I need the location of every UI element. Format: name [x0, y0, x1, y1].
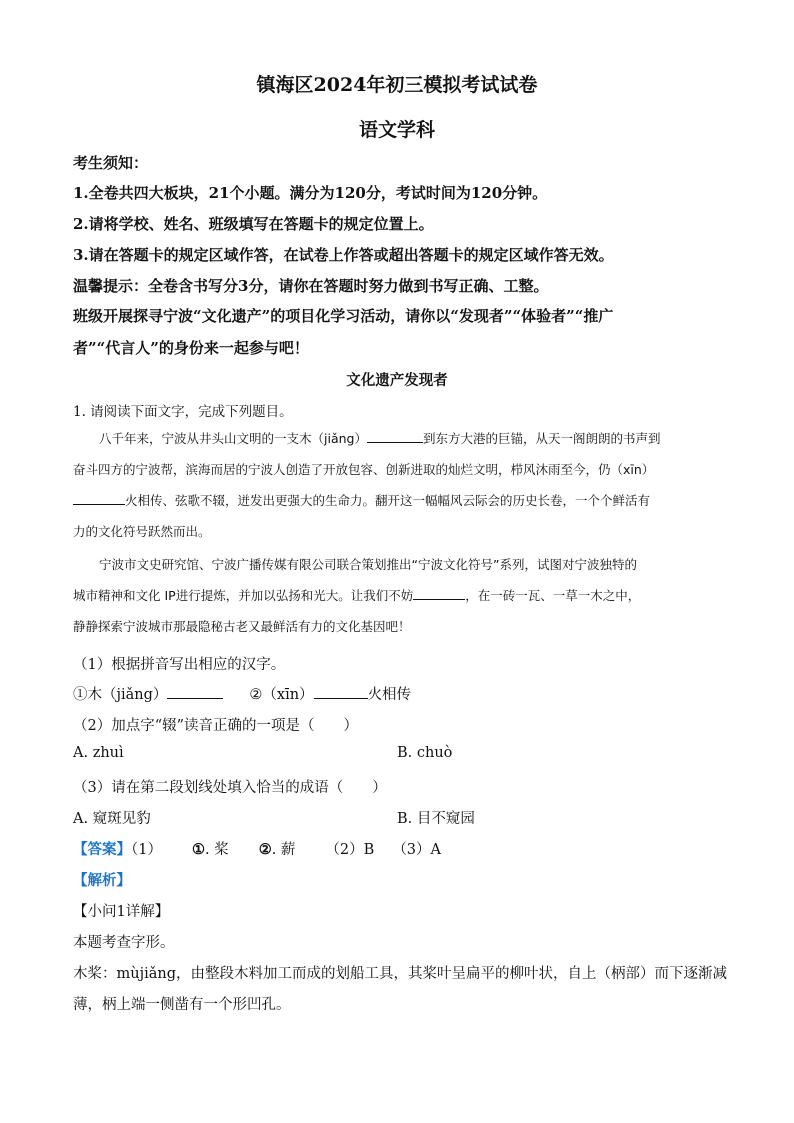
notice-item-3: 3.请在答题卡的规定区域作答，在试卷上作答或超出答题卡的规定区域作答无效。 — [73, 246, 614, 264]
sub-question-2: （2）加点字“辍”读音正确的一项是（ ） — [73, 718, 359, 734]
p2-text-b: 城市精神和文化 IP进行提炼，并加以弘扬和光大。让我们不妨 — [73, 588, 414, 603]
p1-text-e: 力的文化符号跃然而出。 — [73, 524, 211, 539]
answer-value-1: . 桨 — [204, 842, 229, 858]
passage-paragraph-1 — [73, 423, 721, 547]
p1-text-c: 奋斗四方的宁波帮，滨海而居的宁波人创造了开放包容、创新进取的灿烂文明，栉风沐雨至今，仍（xīn） — [73, 462, 655, 477]
analysis-tag: 【解析】 — [73, 872, 131, 889]
answer-value-2: . 薪 — [271, 842, 296, 858]
blank-idiom — [413, 587, 465, 600]
sub-question-1-items — [73, 683, 411, 704]
exam-title: 镇海区2024年初三模拟考试试卷 — [256, 74, 538, 96]
answer-tag: 【答案】 — [73, 841, 131, 858]
answer-part-3: （3）A — [392, 842, 442, 858]
intro-line-2: 者”“代言人”的身份来一起参与吧！ — [73, 339, 309, 357]
question-stem: 1. 请阅读下面文字，完成下列题目。 — [73, 404, 293, 420]
option-2a: A. zhuì — [73, 745, 124, 761]
subject-title: 语文学科 — [358, 119, 435, 141]
sub-question-1: （1）根据拼音写出相应的汉字。 — [73, 657, 286, 673]
answer-circle-2: ② — [258, 841, 272, 858]
blank-xin — [73, 492, 125, 505]
sub-question-3: （3）请在第二段划线处填入恰当的成语（ ） — [73, 780, 387, 796]
notice-item-1: 1.全卷共四大板块，21个小题。满分为120分，考试时间为120分钟。 — [73, 184, 548, 202]
notice-tip: 温馨提示：全卷含书写分3分，请你在答题时努力做到书写正确、工整。 — [73, 277, 549, 295]
p1-text-b: 到东方大港的巨锚，从天一阁朗朗的书声到 — [422, 431, 661, 446]
notice-item-2: 2.请将学校、姓名、班级填写在答题卡的规定位置上。 — [73, 215, 434, 233]
passage-paragraph-2 — [73, 549, 721, 642]
analysis-line-2: 木桨：mùjiǎng，由整段木料加工而成的划船工具，其桨叶呈扁平的柳叶状，自上（柄部）而下逐渐减 — [73, 966, 727, 982]
answer-part-1: （1） — [131, 842, 162, 858]
analysis-line-1: 本题考查字形。 — [73, 935, 175, 951]
analysis-line-3: 薄，柄上端一侧凿有一个形凹孔。 — [73, 997, 291, 1013]
answer-blank-2 — [314, 686, 368, 699]
answer-line — [73, 838, 441, 859]
intro-line-1: 班级开展探寻宁波“文化遗产”的项目化学习活动，请你以“发现者”“体验者”“推广 — [73, 307, 614, 325]
option-3a: A. 窥斑见豹 — [73, 811, 151, 827]
item-xin-tail: 火相传 — [367, 687, 412, 703]
blank-jiang — [367, 430, 423, 443]
analysis-detail-tag: 【小问1详解】 — [73, 904, 170, 920]
notice-heading: 考生须知： — [73, 154, 149, 172]
option-3b: B. 目不窥园 — [397, 811, 475, 827]
answer-part-2: （2）B — [325, 842, 375, 858]
p2-text-a: 宁波市文史研究馆、宁波广播传媒有限公司联合策划推出“宁波文化符号”系列，试图对宁波独特的 — [99, 557, 637, 572]
answer-circle-1: ① — [191, 841, 205, 858]
p2-text-d: 静静探索宁波城市那最隐秘古老又最鲜活有力的文化基因吧！ — [73, 619, 411, 634]
item-xin: ②（xīn） — [249, 687, 314, 703]
p1-text-d: 火相传、弦歌不辍，迸发出更强大的生命力。翻开这一幅幅风云际会的历史长卷，一个个鲜活有 — [125, 493, 651, 508]
answer-blank-1 — [167, 686, 223, 699]
item-jiang: ①木（jiǎng） — [73, 687, 168, 703]
option-2b: B. chuò — [397, 745, 453, 761]
section-title: 文化遗产发现者 — [346, 372, 448, 389]
p1-text-a: 八千年来，宁波从井头山文明的一支木（jiǎng） — [99, 431, 367, 446]
p2-text-c: ，在一砖一瓦、一草一木之中， — [465, 588, 641, 603]
